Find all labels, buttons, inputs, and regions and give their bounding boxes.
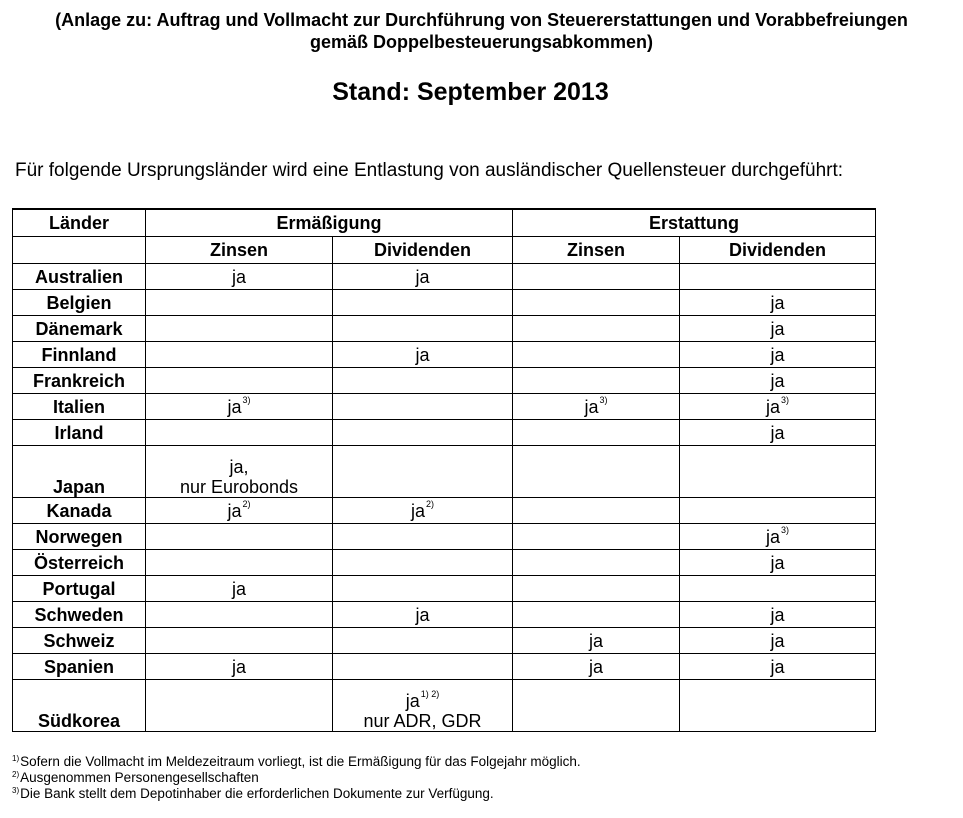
cell-refund-interest <box>513 316 680 342</box>
cell-refund-dividends <box>680 394 876 420</box>
cell-value: ja <box>770 292 785 313</box>
header-countries: Länder <box>13 209 146 237</box>
cell-value: ja <box>770 318 785 339</box>
cell-reduction-dividends <box>333 342 513 368</box>
header-refund-dividends: Dividenden <box>680 237 876 264</box>
footnote-ref: 1) 2) <box>420 689 440 699</box>
table-row <box>13 264 876 290</box>
cell-value: ja <box>766 526 781 547</box>
country-cell: Italien <box>13 394 146 420</box>
cell-value: ja <box>770 552 785 573</box>
cell-value: ja <box>770 630 785 651</box>
cell-extra: nur Eurobonds <box>179 477 299 497</box>
cell-value: ja <box>227 500 242 521</box>
country-cell: Dänemark <box>13 316 146 342</box>
country-cell: Finnland <box>13 342 146 368</box>
cell-reduction-dividends <box>333 602 513 628</box>
cell-refund-interest <box>513 264 680 290</box>
cell-reduction-dividends <box>333 498 513 524</box>
cell-refund-interest <box>513 680 680 732</box>
header-blank <box>13 237 146 264</box>
cell-value: ja <box>415 266 430 287</box>
cell-reduction-interest <box>146 342 333 368</box>
cell-reduction-interest <box>146 420 333 446</box>
header-refund: Erstattung <box>513 209 876 237</box>
footnote-text: Ausgenommen Personengesellschaften <box>20 770 259 785</box>
table-row <box>13 524 876 550</box>
cell-reduction-dividends <box>333 680 513 732</box>
cell-reduction-dividends <box>333 316 513 342</box>
cell-reduction-dividends <box>333 628 513 654</box>
footnote <box>12 786 581 802</box>
cell-reduction-interest <box>146 602 333 628</box>
cell-refund-dividends <box>680 680 876 732</box>
cell-refund-interest <box>513 342 680 368</box>
cell-value: ja <box>766 396 781 417</box>
cell-value: ja, <box>229 457 249 477</box>
cell-value: ja <box>770 370 785 391</box>
footnote-ref: 2) <box>426 498 435 509</box>
cell-reduction-interest <box>146 290 333 316</box>
cell-reduction-dividends <box>333 264 513 290</box>
header-reduction: Ermäßigung <box>146 209 513 237</box>
cell-value: ja <box>584 396 599 417</box>
cell-reduction-dividends <box>333 420 513 446</box>
country-cell: Südkorea <box>13 680 146 732</box>
cell-value: ja <box>770 656 785 677</box>
cell-reduction-interest <box>146 576 333 602</box>
cell-refund-interest <box>513 654 680 680</box>
cell-reduction-interest <box>146 628 333 654</box>
cell-extra: nur ADR, GDR <box>363 711 482 731</box>
document-header <box>0 9 963 53</box>
cell-refund-dividends <box>680 264 876 290</box>
footnote-ref: 3) <box>242 394 251 405</box>
table-row <box>13 290 876 316</box>
table-row <box>13 654 876 680</box>
country-cell: Japan <box>13 446 146 498</box>
country-cell: Belgien <box>13 290 146 316</box>
cell-value: ja <box>415 604 430 625</box>
table-row <box>13 576 876 602</box>
cell-refund-interest <box>513 602 680 628</box>
cell-refund-interest <box>513 420 680 446</box>
cell-refund-interest <box>513 368 680 394</box>
cell-reduction-interest <box>146 264 333 290</box>
cell-reduction-dividends <box>333 524 513 550</box>
header-reduction-interest: Zinsen <box>146 237 333 264</box>
cell-reduction-dividends <box>333 394 513 420</box>
cell-value: ja <box>231 656 246 677</box>
country-cell: Frankreich <box>13 368 146 394</box>
footnote-mark: 1) <box>12 754 20 763</box>
table-row <box>13 342 876 368</box>
intro-text: Für folgende Ursprungsländer wird eine Entlastung von ausländischer Quellensteuer durchgeführt: <box>15 160 844 181</box>
cell-refund-interest <box>513 446 680 498</box>
footnote-mark: 2) <box>12 770 20 779</box>
cell-reduction-interest <box>146 368 333 394</box>
country-cell: Irland <box>13 420 146 446</box>
country-cell: Australien <box>13 264 146 290</box>
cell-value: ja <box>231 578 246 599</box>
cell-refund-dividends <box>680 498 876 524</box>
cell-refund-interest <box>513 394 680 420</box>
footnote-ref: 3) <box>781 394 790 405</box>
table-row <box>13 316 876 342</box>
cell-reduction-interest <box>146 316 333 342</box>
country-cell: Kanada <box>13 498 146 524</box>
cell-refund-interest <box>513 498 680 524</box>
table-row <box>13 420 876 446</box>
country-cell: Schweiz <box>13 628 146 654</box>
cell-reduction-dividends <box>333 368 513 394</box>
cell-value: ja <box>770 344 785 365</box>
footnotes <box>12 754 581 802</box>
footnote-ref: 2) <box>242 498 251 509</box>
country-cell: Norwegen <box>13 524 146 550</box>
cell-refund-dividends <box>680 550 876 576</box>
footnote <box>12 754 581 770</box>
cell-value: ja <box>770 422 785 443</box>
cell-reduction-dividends <box>333 654 513 680</box>
cell-refund-interest <box>513 628 680 654</box>
cell-reduction-interest <box>146 680 333 732</box>
table-row <box>13 498 876 524</box>
cell-value: ja <box>415 344 430 365</box>
header-line-1: (Anlage zu: Auftrag und Vollmacht zur Durchführung von Steuererstattungen und Vorabbefreiungen <box>55 10 908 30</box>
footnote-ref: 3) <box>599 394 608 405</box>
cell-reduction-dividends <box>333 290 513 316</box>
country-cell: Schweden <box>13 602 146 628</box>
cell-refund-dividends <box>680 368 876 394</box>
cell-reduction-interest <box>146 446 333 498</box>
table-row <box>13 602 876 628</box>
footnote-ref: 3) <box>781 524 790 535</box>
cell-reduction-interest <box>146 498 333 524</box>
cell-refund-dividends <box>680 342 876 368</box>
table-row <box>13 550 876 576</box>
cell-refund-interest <box>513 550 680 576</box>
countries-table <box>12 208 876 732</box>
header-reduction-dividends: Dividenden <box>333 237 513 264</box>
cell-refund-dividends <box>680 446 876 498</box>
cell-refund-dividends <box>680 316 876 342</box>
cell-refund-dividends <box>680 420 876 446</box>
table-row <box>13 446 876 498</box>
cell-value: ja <box>410 500 425 521</box>
footnote-text: Die Bank stellt dem Depotinhaber die erforderlichen Dokumente zur Verfügung. <box>20 786 494 801</box>
cell-reduction-dividends <box>333 576 513 602</box>
cell-reduction-interest <box>146 394 333 420</box>
stand-date: Stand: September 2013 <box>332 78 609 106</box>
cell-value: ja <box>589 630 604 651</box>
cell-reduction-dividends <box>333 446 513 498</box>
cell-reduction-dividends <box>333 550 513 576</box>
country-cell: Spanien <box>13 654 146 680</box>
country-cell: Portugal <box>13 576 146 602</box>
table-body <box>13 264 876 732</box>
cell-reduction-interest <box>146 524 333 550</box>
cell-value: ja <box>770 604 785 625</box>
header-refund-interest: Zinsen <box>513 237 680 264</box>
cell-refund-dividends <box>680 524 876 550</box>
country-cell: Österreich <box>13 550 146 576</box>
footnote-text: Sofern die Vollmacht im Meldezeitraum vorliegt, ist die Ermäßigung für das Folgejahr möglich. <box>20 754 581 769</box>
cell-refund-dividends <box>680 628 876 654</box>
cell-value: ja <box>405 691 420 711</box>
footnote <box>12 770 581 786</box>
table-row <box>13 368 876 394</box>
cell-value: ja <box>227 396 242 417</box>
cell-refund-interest <box>513 524 680 550</box>
cell-refund-interest <box>513 576 680 602</box>
cell-reduction-interest <box>146 550 333 576</box>
cell-value: ja <box>231 266 246 287</box>
cell-refund-interest <box>513 290 680 316</box>
cell-value: ja <box>589 656 604 677</box>
cell-refund-dividends <box>680 290 876 316</box>
table-row <box>13 628 876 654</box>
cell-reduction-interest <box>146 654 333 680</box>
cell-refund-dividends <box>680 654 876 680</box>
table-row <box>13 680 876 732</box>
footnote-mark: 3) <box>12 786 20 795</box>
table-row <box>13 394 876 420</box>
header-line-2: gemäß Doppelbesteuerungsabkommen) <box>309 32 654 52</box>
cell-refund-dividends <box>680 576 876 602</box>
cell-refund-dividends <box>680 602 876 628</box>
